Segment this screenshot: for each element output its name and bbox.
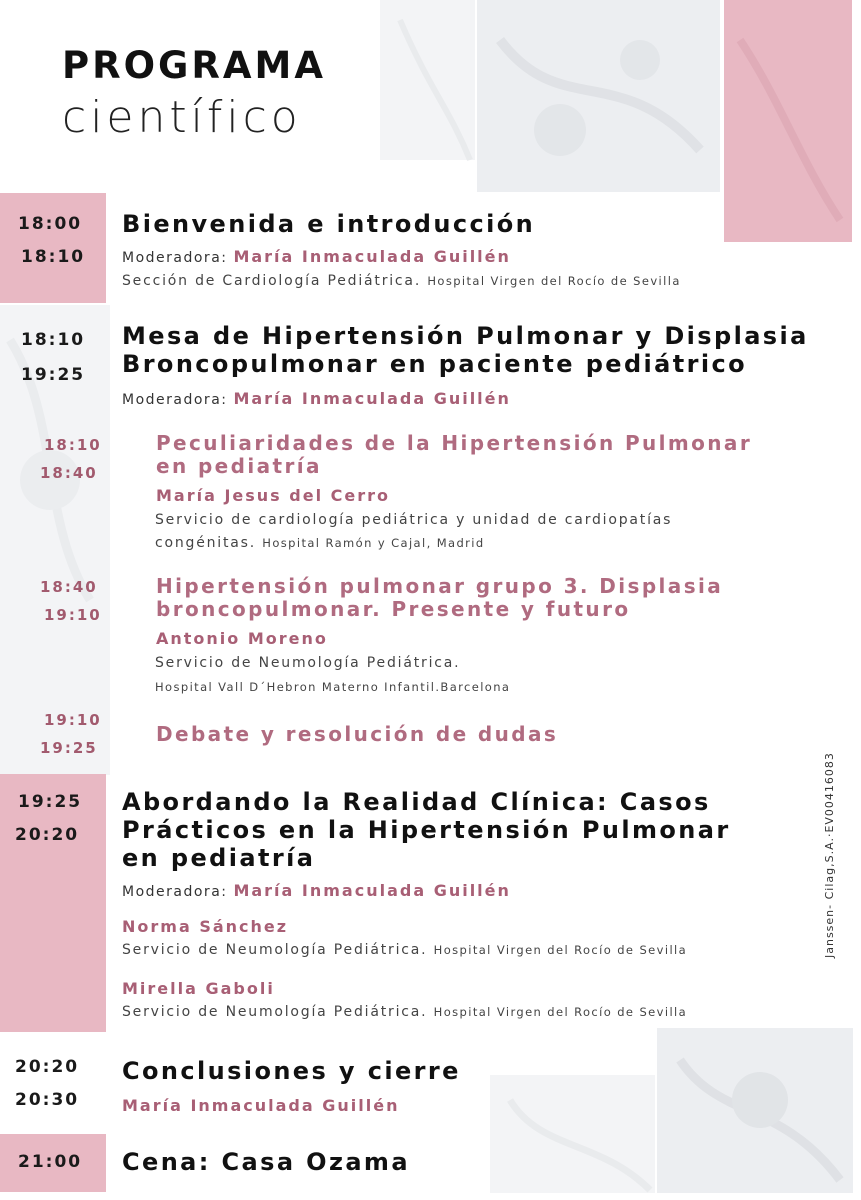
moderator-label: Moderadora: [122, 250, 228, 266]
talk-title-line1: Hipertensión pulmonar grupo 3. Displasia [156, 574, 724, 598]
moderator-name: María Inmaculada Guillén [233, 389, 511, 408]
moderator-line [122, 389, 511, 408]
talk-time-start: 18:40 [40, 578, 98, 596]
session-title-line2: Prácticos en la Hipertensión Pulmonar [122, 816, 731, 844]
affiliation-hospital: Hospital Vall D´Hebron Materno Infantil.Barcelona [155, 680, 511, 694]
session-title: Cena: Casa Ozama [122, 1148, 410, 1176]
time-end: 20:20 [15, 825, 80, 845]
affiliation [122, 270, 681, 293]
speaker-name: María Jesus del Cerro [156, 486, 390, 505]
page-title: PROGRAMA [62, 44, 327, 87]
affiliation-hospital: Hospital Virgen del Rocío de Sevilla [433, 1005, 688, 1019]
talk-time-end: 18:40 [40, 464, 98, 482]
talk-time-start: 18:10 [44, 436, 102, 454]
speaker-name: María Inmaculada Guillén [122, 1096, 400, 1115]
affiliation [122, 939, 687, 962]
moderator-name: María Inmaculada Guillén [233, 881, 511, 900]
affiliation-hospital: Hospital Virgen del Rocío de Sevilla [427, 274, 681, 288]
affiliation-department: Servicio de Neumología Pediátrica. [122, 942, 428, 958]
speaker-name: Antonio Moreno [156, 629, 328, 648]
session-title: Bienvenida e introducción [122, 210, 536, 238]
time-start: 19:25 [18, 792, 83, 812]
affiliation-line1: Servicio de Neumología Pediátrica. [155, 655, 461, 671]
session-title-line1: Mesa de Hipertensión Pulmonar y Displasia [122, 322, 809, 350]
talk-time-end: 19:10 [44, 606, 102, 624]
moderator-label: Moderadora: [122, 392, 228, 408]
document-code: Janssen- Cilag,S.A.·EV00416083 [823, 752, 836, 958]
moderator-label: Moderadora: [122, 884, 228, 900]
moderator-line [122, 881, 511, 900]
session-title-line3: en pediatría [122, 844, 316, 872]
affiliation-line1: Servicio de cardiología pediátrica y unidad de cardiopatías [155, 512, 673, 528]
time-start: 20:20 [15, 1057, 80, 1077]
talk-title: Debate y resolución de dudas [156, 722, 559, 746]
time-end: 19:25 [21, 365, 86, 385]
affiliation-line2 [155, 532, 485, 555]
time-start: 18:10 [21, 330, 86, 350]
affiliation-department: congénitas. [155, 535, 257, 551]
affiliation-hospital: Hospital Ramón y Cajal, Madrid [262, 536, 485, 550]
talk-title-line1: Peculiaridades de la Hipertensión Pulmonar [156, 431, 753, 455]
affiliation-department: Sección de Cardiología Pediátrica. [122, 273, 422, 289]
talk-time-end: 19:25 [40, 739, 98, 757]
moderator-name: María Inmaculada Guillén [233, 247, 511, 266]
talk-title-line2: broncopulmonar. Presente y futuro [156, 597, 631, 621]
time-start: 21:00 [18, 1152, 83, 1172]
time-end: 20:30 [15, 1090, 80, 1110]
moderator-line [122, 247, 511, 266]
talk-time-start: 19:10 [44, 711, 102, 729]
speaker-name: Mirella Gaboli [122, 979, 275, 998]
session-title-line1: Abordando la Realidad Clínica: Casos [122, 788, 711, 816]
affiliation-department: Servicio de Neumología Pediátrica. [122, 1004, 428, 1020]
session-title: Conclusiones y cierre [122, 1057, 461, 1085]
affiliation [122, 1001, 687, 1024]
talk-title-line2: en pediatría [156, 454, 322, 478]
page-subtitle: científico [62, 92, 302, 143]
time-start: 18:00 [18, 214, 83, 234]
session-title-line2: Broncopulmonar en paciente pediátrico [122, 350, 748, 378]
time-block-3 [0, 774, 106, 1032]
time-end: 18:10 [21, 247, 86, 267]
affiliation-hospital: Hospital Virgen del Rocío de Sevilla [433, 943, 688, 957]
speaker-name: Norma Sánchez [122, 917, 289, 936]
